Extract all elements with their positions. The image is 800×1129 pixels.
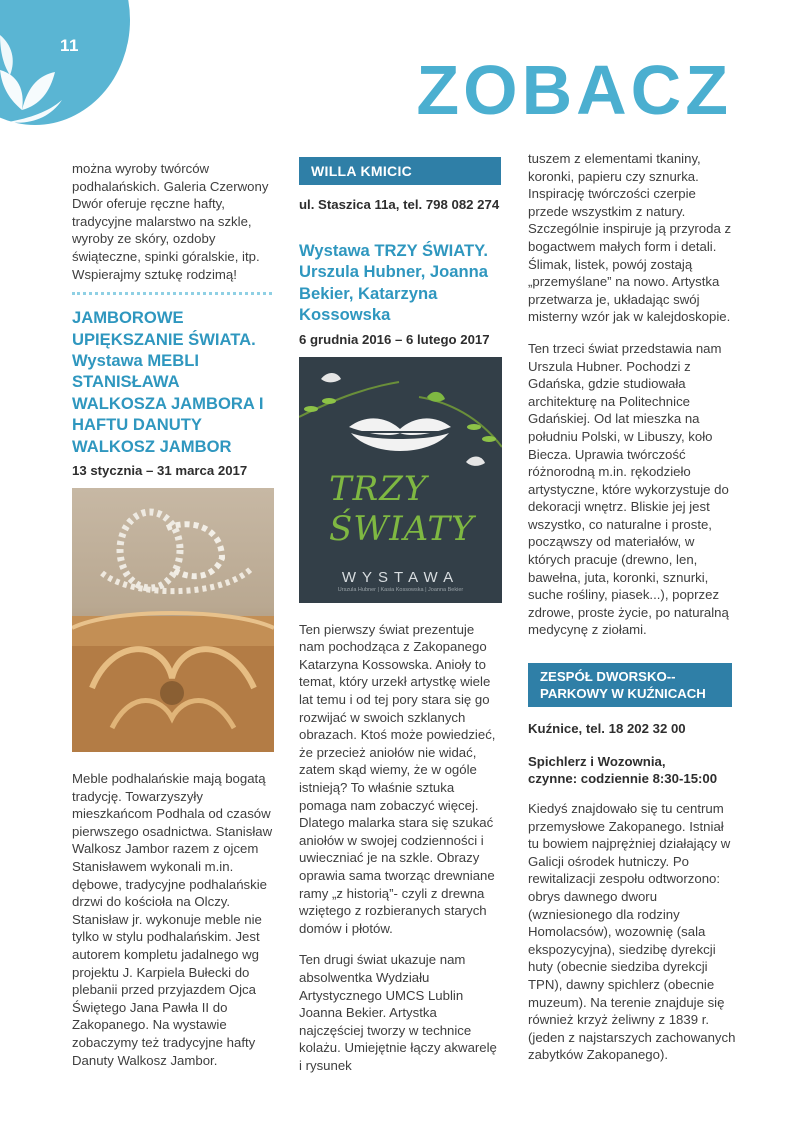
poster-label: WYSTAWA [341,568,460,586]
opening-hours-title: Spichlerz i Wozownia, [528,754,666,770]
column-3 [528,150,738,1064]
venue-heading-kuznice: ZESPÓŁ DWORSKO--PARKOWY W KUŹNICACH [528,663,732,707]
opening-hours: czynne: codziennie 8:30-15:00 [528,771,718,787]
venue-address: Kuźnice, tel. 18 202 32 00 [528,721,686,737]
intro-paragraph: można wyroby twórców podhalańskich. Galeria Czerwony Dwór oferuje ręczne hafty, tradycyjne malarstwo na szkle, wyroby ze skóry, ozdoby świąteczne, spinki góralskie, itp. Wspierajmy sztukę rodzimą! [72,161,269,282]
column-2 [299,157,503,1088]
exhibition-date: 13 stycznia – 31 marca 2017 [72,463,248,478]
exhibition-poster [299,357,502,603]
third-world-paragraph: Ten trzeci świat przedstawia nam Urszula Hubner. Pochodzi z Gdańska, gdzie studiowała architekturę na Politechnice Gdańskiej. Od lat mieszka na południu Polski, w Libuszy, koło Biecza. Uprawia twórczość różnorodną m.in. rękodzieło artystyczne, które wykorzystuje do dekoracji wnętrz. Bliskie jej jest wszystko, co naturalne i proste, począwszy od materiałów, w których pracuje (drewno, len, bawełna, juta, koronki, sznurki, suche rośliny, piasek...), poprzez zdrowe, proste życie, po naturalną medycynę z ziołami. [528,340,729,638]
second-world-paragraph: Ten drugi świat ukazuje nam absolwentka Wydziału Artystycznego UMCS Lublin Joanna Bekier. Artystka najczęściej tworzy w technice kolażu. Umiejętnie łączy akwarelę i rysunek [299,952,497,1073]
article-title-jambor: JAMBOROWE UPIĘKSZANIE ŚWIATA. Wystawa MEBLI STANISŁAWA WALKOSZA JAMBORA I HAFTU DANUTY WALKOSZ JAMBOR [72,308,264,456]
venue-heading-willa-kmicic: WILLA KMICIC [299,157,501,185]
first-world-paragraph: Ten pierwszy świat prezentuje nam pochodząca z Zakopanego Katarzyna Kossowska. Anioły to temat, który urzekł artystkę wiele lat temu i od tej pory stara się go rozwijać w swoich szklanych obrazach. Ktoś może powiedzieć, że przecież aniołów nie widać, zatem skąd wiemy, że w ogóle istnieją? To właśnie sztuka pomaga nam zobaczyć więcej. Dlatego malarka stara się szukać aniołów w swojej codzienności i uwieczniać je na szkle. Obrazy oprawia sama tworząc drewniane ramy „z historią”- czyli z drewna wziętego z rozbieranych starych domów i płotów. [299,621,496,936]
carved-furniture-photo [72,488,274,752]
venue-address: ul. Staszica 11a, tel. 798 082 274 [299,197,500,212]
section-title: ZOBACZ [416,51,732,129]
dotted-divider [72,292,272,295]
poster-authors: Urszula Hubner | Kasia Kossowska | Joanna Bekier [337,586,464,593]
poster-title: TRZY ŚWIATY [329,468,475,549]
column-1 [72,160,276,1069]
jambor-description: Meble podhalańskie mają bogatą tradycję. Towarzyszyły mieszkańcom Podhala od czasów pierwszego osadnictwa. Stanisław Walkosz Jambor razem z ojcem Stanisławem wykonali m.in. dębowe, tradycyjne podhalańskie drzwi do kościoła na Olczy. Stanisław jr. wykonuje meble nie tylko w stylu podhalańskim. Jest autorem kompletu jadalnego wg projektu J. Karpiela Bułecki do plebanii przed przyjazdem Ojca Świętego Jana Pawła II do Zakopanego. Na wystawie zobaczymy też tradycyjne hafty Danuty Walkosz Jambor. [72,771,273,1068]
article-title-trzy-swiaty: Wystawa TRZY ŚWIATY. Urszula Hubner, Joanna Bekier, Katarzyna Kossowska [299,241,489,325]
bekier-continued-paragraph: tuszem z elementami tkaniny, koronki, papieru czy sznurka. Inspirację twórczości czerpie przede wszystkim z natury. Szczególnie inspiruje ją przyroda z bogactwem małych form i detali. Ślimak, listek, powój zostają „przemyślane” na nowo. Artystka przetwarza je, układając swój misterny wzór jak w kalejdoskopie. [528,151,732,325]
exhibition-date: 6 grudnia 2016 – 6 lutego 2017 [299,331,490,347]
kuznice-description: Kiedyś znajdowało się tu centrum przemysłowe Zakopanego. Istniał tu bowiem najprężniej działający w Galicji ośrodek hutniczy. Po rewitalizacji zespołu odtworzono: obrys dawnego dworu (wzniesionego dla rodziny Homolacsów), wozownię (sala ekspozycyjna), siedzibę dyrekcji huty (obecnie siedziba dyrekcji TPN), dawny spichlerz (obecnie muzeum). Na terenie znajduje się również krzyż żeliwny z 1839 r. (jeden z najstarszych zachowanych zabytków Zakopanego). [528,801,736,1063]
page-number: 11 [60,36,79,55]
